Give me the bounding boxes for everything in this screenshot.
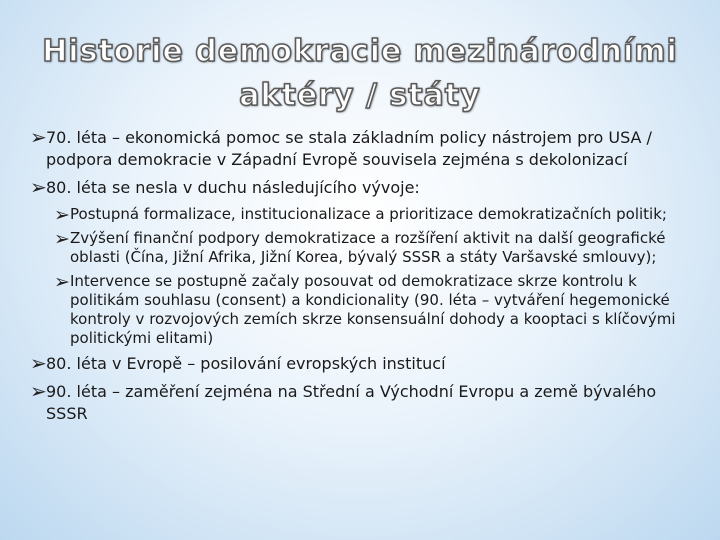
arrow-bullet-icon: ➢ (30, 351, 47, 375)
bullet-item (30, 127, 690, 171)
sub-bullet-text: Zvýšení finanční podpory demokratizace a rozšíření aktivit na další geografické oblasti (Čína, Jižní Afrika, Jižní Korea, bývalý SSSR a státy Varšavské smlouvy); (70, 229, 666, 266)
bullet-text: 70. léta – ekonomická pomoc se stala základním policy nástrojem pro USA / podpora demokracie v Západní Evropě souvisela zejména s dekolonizací (46, 128, 652, 169)
sub-bullet-item (30, 272, 690, 348)
sub-bullet-item (30, 229, 690, 267)
sub-bullet-text: Postupná formalizace, institucionalizace a prioritizace demokratizačních politik; (70, 205, 667, 223)
bullet-item (30, 353, 690, 375)
arrow-bullet-icon: ➢ (30, 379, 47, 403)
arrow-bullet-icon: ➢ (30, 125, 47, 149)
bullet-text: 90. léta – zaměření zejména na Střední a Východní Evropu a země bývalého SSSR (46, 382, 657, 423)
arrow-bullet-icon: ➢ (30, 175, 47, 199)
bullet-list (30, 127, 690, 431)
sub-bullet-item (30, 205, 690, 224)
bullet-text: 80. léta v Evropě – posilování evropských institucí (46, 354, 446, 373)
slide-title: Historie demokracie mezinárodními aktéry / státy (42, 34, 678, 113)
bullet-text: 80. léta se nesla v duchu následujícího vývoje: (46, 178, 420, 197)
arrow-bullet-icon: ➢ (54, 204, 70, 226)
arrow-bullet-icon: ➢ (54, 228, 70, 250)
arrow-bullet-icon: ➢ (54, 271, 70, 293)
bullet-item (30, 177, 690, 199)
sub-bullet-text: Intervence se postupně začaly posouvat od demokratizace skrze kontrolu k politikám souhlasu (consent) a kondicionality (90. léta – vytváření hegemonické kontroly v rozvojových zemích skrze konsensuální dohody a kooptaci s klíčovými politickými elitami) (70, 272, 676, 347)
bullet-item (30, 381, 690, 425)
